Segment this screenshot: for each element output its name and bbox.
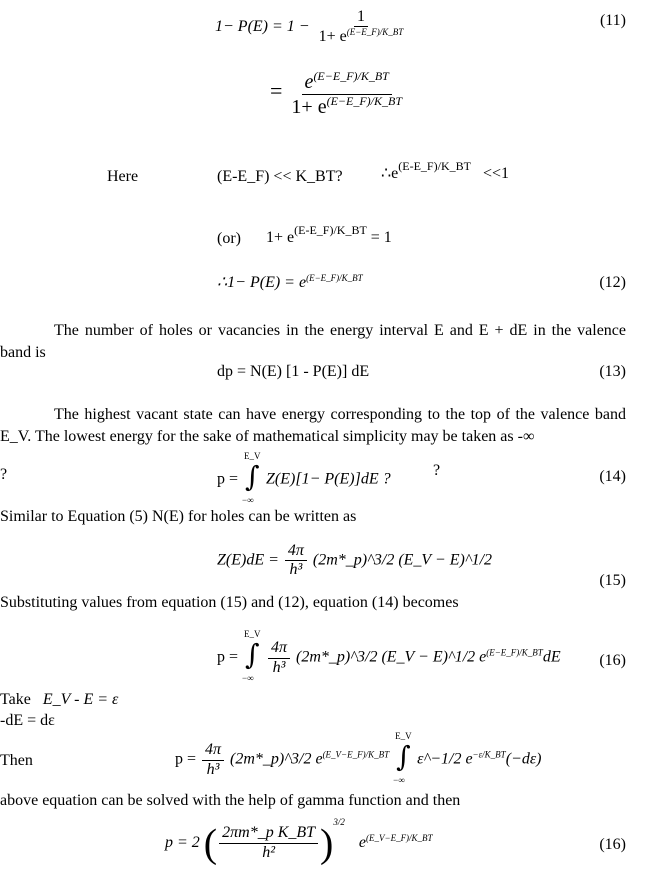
eq11b-denominator: $1+ e^{(E-E\_F)/K\_BT}$ — [291, 94, 402, 118]
eq16: p = E_V ∫ −∞ $\frac{4\pi}{\text{h³}}$ (2m*_p)^3/2 (E_V − E)^1/2 $e^{(E-E\_F)/K\_BT}dE$ — [217, 629, 561, 684]
or-label: (or) — [217, 230, 241, 247]
eq11-number: (11) — [599, 12, 626, 29]
here-label: Here — [107, 168, 139, 185]
here-condition: (E-E_F) << K_BT? — [217, 168, 343, 185]
eq11-exponent: (E−E_F)/K_BT — [346, 27, 404, 38]
eq11-lhs: 1− P(E) = 1 − — [215, 18, 310, 36]
eq11 — [215, 8, 408, 47]
paragraph-holes: The number of holes or vacancies in the energy interval E and E + dE in the valence band is — [0, 322, 626, 361]
substituting-text: Substituting values from equation (15) and (12), equation (14) becomes — [0, 594, 459, 611]
eq11-numerator: 1 — [354, 8, 368, 27]
here-therefore: $\therefore e^{(E-E\_F)/K\_BT} <<1$ — [381, 159, 509, 182]
eq13: dp = N(E) [1 - P(E)] dE — [217, 363, 370, 380]
similar-text: Similar to Equation (5) N(E) for holes can be written as — [0, 508, 357, 525]
eq12: ∴1− $P(E) = e^{(E-E\_F)/K\_BT}$ — [217, 273, 363, 291]
eq14-number: (14) — [599, 468, 626, 485]
eq11-fraction — [316, 8, 407, 47]
eq11b-equals: = — [270, 78, 283, 104]
eq12-number: (12) — [599, 274, 626, 291]
eq16-number: (16) — [599, 652, 626, 669]
gamma-text: above equation can be solved with the help of gamma function and then — [0, 792, 461, 809]
eq11-denominator: $1+ e^{(E-E\_F)/K\_BT}$ — [318, 27, 404, 46]
minus-de-line: -dE = dε — [0, 712, 55, 729]
eq14-question-left: ? — [0, 466, 8, 483]
eq15-number: (15) — [599, 572, 626, 589]
eq16b-number: (16) — [599, 836, 626, 853]
take-line: Take E_V - E = ε — [0, 691, 119, 708]
eq11b-numerator: $e^{(E-E\_F)/K\_BT}$ — [302, 70, 392, 95]
eq14-question-right: ? — [433, 462, 441, 479]
eq13-number: (13) — [599, 363, 626, 380]
integral-icon: E_V ∫ −∞ — [242, 629, 261, 684]
then-equation: p = $\frac{4\pi}{\text{h³}}$ (2m*_p)^3/2 $e^{(E\_V-E\_F)/K\_BT}$ E_V ∫ −∞ ε^−1/2 $e^{-\varepsilon/K\_BT}(-d\varepsilon)$ — [175, 731, 542, 786]
eq16b: p = 2 ( $\frac{\text{2πm*\_p K\_BT}}{\text{h²}}$ )$^{3/2}$ $e^{(E\_V-E\_F)/K\_BT}$ — [165, 817, 433, 866]
eq11b-fraction — [288, 70, 405, 119]
eq15: Z(E)dE = $\frac{4\pi}{\text{h³}}$ (2m*_p)^3/2 (E_V − E)^1/2 — [217, 542, 493, 579]
paragraph-top-valence: The highest vacant state can have energy corresponding to the top of the valence band E_V. The lowest energy for the sake of mathematical simplicity may be taken as -∞ — [0, 406, 626, 445]
integral-icon: E_V ∫ −∞ — [393, 731, 412, 786]
integral-icon: E_V ∫ −∞ — [242, 451, 261, 506]
eq14: p = E_V ∫ −∞ Z(E)[1− P(E)]dE ? — [217, 451, 391, 506]
or-expression: $1+ e^{(E-E\_F)/K\_BT} = 1$ — [266, 223, 392, 246]
then-label: Then — [0, 752, 33, 769]
eq11b — [270, 70, 407, 119]
